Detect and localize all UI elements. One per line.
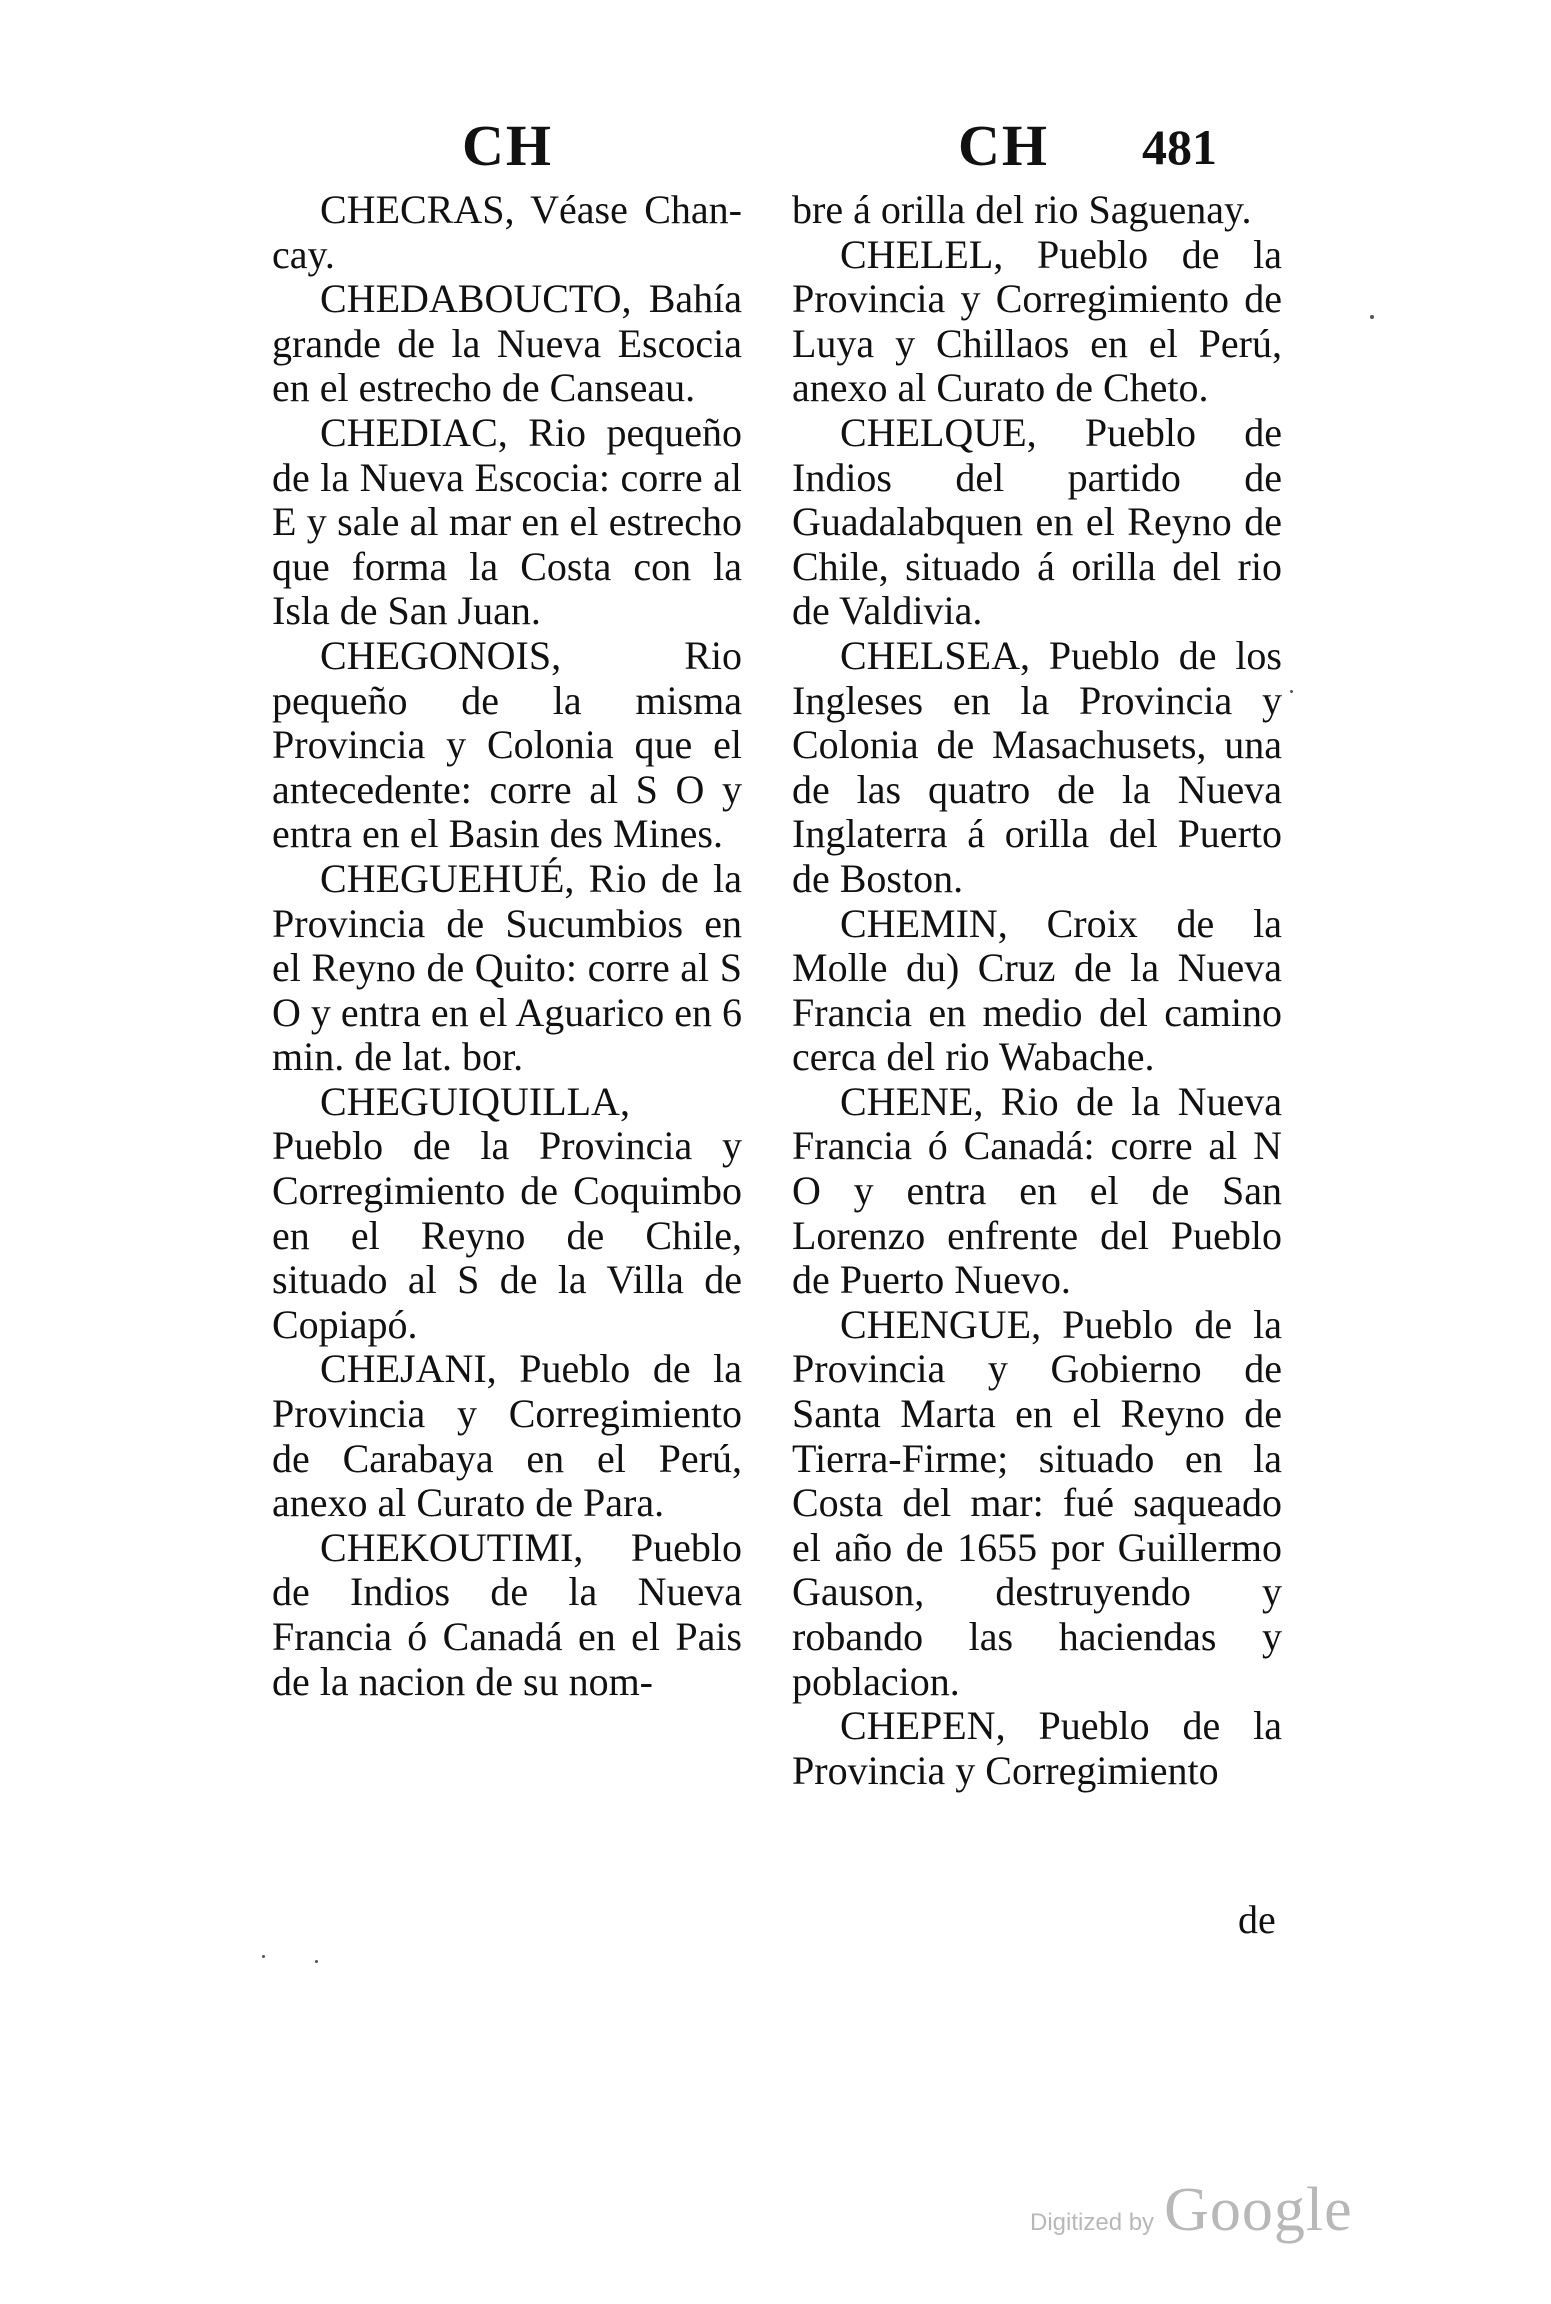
entry-checras: CHECRAS, Véase Chan-cay. bbox=[272, 187, 742, 277]
entry-chelsea: CHELSEA, Pueblo de los Ingleses en la Provincia y Colonia de Masachusets, una de las quatro de la Nueva Inglaterra á orilla del Puerto de Boston. bbox=[792, 632, 1282, 901]
entry-chengue: CHENGUE, Pueblo de la Provincia y Gobierno de Santa Marta en el Reyno de Tierra-Firme; situado en la Costa del mar: fué saqueado el año de 1655 por Guillermo Gauson, destruyendo y robando las haciendas y poblacion. bbox=[792, 1301, 1282, 1704]
entry-chelque: CHELQUE, Pueblo de Indios del partido de Guadalabquen en el Reyno de Chile, situado á orilla del rio de Valdivia. bbox=[792, 409, 1282, 634]
entry-chedaboucto: CHEDABOUCTO, Bahía grande de la Nueva Escocia en el estrecho de Canseau. bbox=[272, 276, 742, 411]
digitized-by-google-watermark bbox=[1030, 2175, 1353, 2246]
entry-cheguiquilla: CHEGUIQUILLA, Pueblo de la Provincia y Corregimiento de Coquimbo en el Reyno de Chile, situado al S de la Villa de Copiapó. bbox=[272, 1078, 742, 1347]
entry-chemin: CHEMIN, Croix de la Molle du) Cruz de la Nueva Francia en medio del camino cerca del rio Wabache. bbox=[792, 900, 1282, 1080]
right-column bbox=[792, 188, 1282, 1793]
page-number: 481 bbox=[1142, 119, 1217, 175]
ink-speck bbox=[1290, 690, 1293, 693]
entry-chelel: CHELEL, Pueblo de la Provincia y Corregimiento de Luya y Chillaos en el Perú, anexo al Curato de Cheto. bbox=[792, 231, 1282, 411]
ink-speck bbox=[262, 1955, 265, 1958]
entry-chejani: CHEJANI, Pueblo de la Provincia y Corregimiento de Carabaya en el Perú, anexo al Curato de Para. bbox=[272, 1346, 742, 1526]
entry-chepen: CHEPEN, Pueblo de la Provincia y Corregimiento bbox=[792, 1703, 1282, 1793]
google-logo: Google bbox=[1164, 2176, 1353, 2244]
running-head-right: CH bbox=[958, 113, 1049, 178]
running-head-left: CH bbox=[462, 113, 553, 178]
catchword: de bbox=[1238, 1897, 1276, 1942]
watermark-prefix: Digitized by bbox=[1030, 2209, 1155, 2236]
entry-chegonois: CHEGONOIS, Rio pequeño de la misma Provincia y Colonia que el antecedente: corre al S O y entra en el Basin des Mines. bbox=[272, 632, 742, 857]
ink-speck bbox=[1370, 315, 1374, 319]
left-column bbox=[272, 188, 742, 1704]
entry-chediac: CHEDIAC, Rio pequeño de la Nueva Escocia: corre al E y sale al mar en el estrecho que forma la Costa con la Isla de San Juan. bbox=[272, 409, 742, 634]
entry-chene: CHENE, Rio de la Nueva Francia ó Canadá: corre al N O y entra en el de San Lorenzo enfrente del Pueblo de Puerto Nuevo. bbox=[792, 1078, 1282, 1303]
entry-continuation: bre á orilla del rio Saguenay. bbox=[792, 187, 1252, 232]
entry-chekoutimi: CHEKOUTIMI, Pueblo de Indios de la Nueva Francia ó Canadá en el Pais de la nacion de su nom- bbox=[272, 1524, 742, 1704]
ink-speck bbox=[315, 1960, 318, 1963]
entry-cheguehue: CHEGUEHUÉ, Rio de la Provincia de Sucumbios en el Reyno de Quito: corre al S O y entra en el Aguarico en 6 min. de lat. bor. bbox=[272, 855, 742, 1080]
